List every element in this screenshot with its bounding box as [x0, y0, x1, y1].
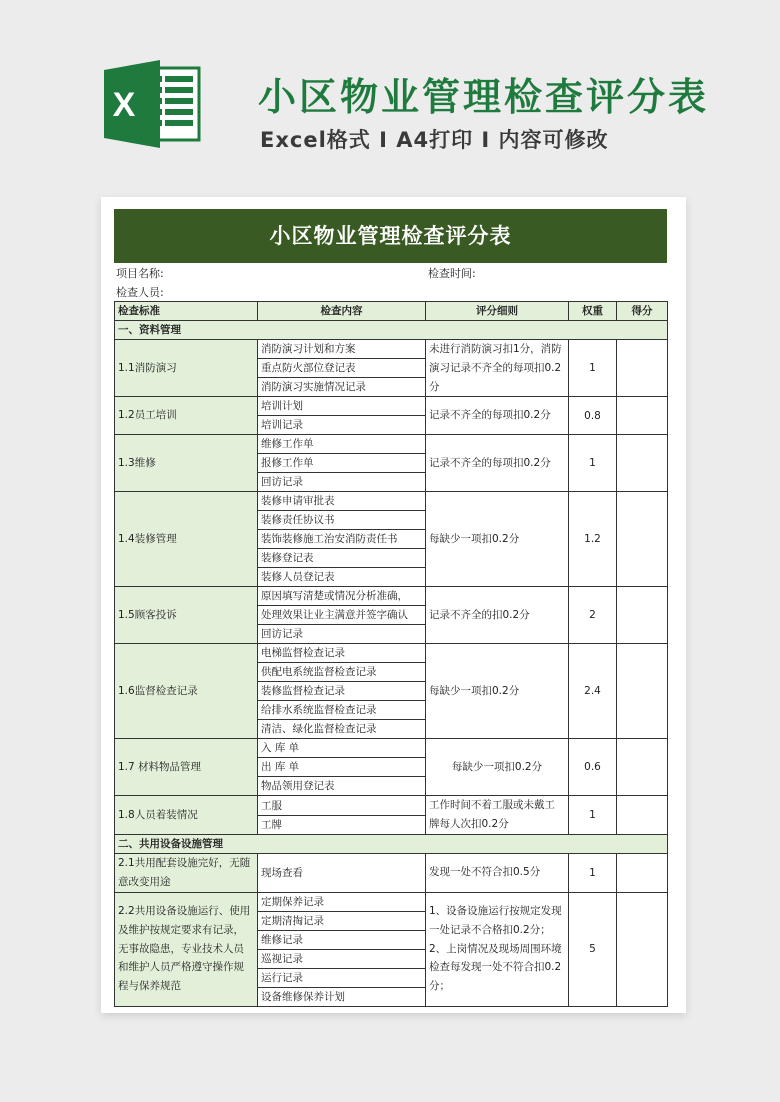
content-cell: 定期保养记录 — [258, 892, 426, 911]
table-row — [115, 340, 668, 359]
content-cell: 定期清掏记录 — [258, 911, 426, 930]
inspection-time-label: 检查时间: — [428, 267, 476, 280]
score-input-cell[interactable] — [617, 587, 668, 644]
sheet-paper — [101, 197, 686, 1013]
score-input-cell[interactable] — [617, 397, 668, 435]
table-row — [115, 397, 668, 416]
content-cell: 出 库 单 — [258, 758, 426, 777]
content-cell: 装修责任协议书 — [258, 511, 426, 530]
svg-text:X: X — [112, 86, 136, 124]
content-cell: 处理效果让业主满意并签字确认 — [258, 606, 426, 625]
weight-cell: 2 — [569, 587, 617, 644]
content-cell: 回访记录 — [258, 473, 426, 492]
standard-cell: 1.7 材料物品管理 — [115, 739, 258, 796]
table-row — [115, 492, 668, 511]
content-cell: 供配电系统监督检查记录 — [258, 663, 426, 682]
section-row — [115, 321, 668, 340]
section-row — [115, 834, 668, 853]
standard-cell: 1.2员工培训 — [115, 397, 258, 435]
content-cell: 装修申请审批表 — [258, 492, 426, 511]
rule-cell: 记录不齐全的每项扣0.2分 — [426, 435, 569, 492]
content-cell: 物品领用登记表 — [258, 777, 426, 796]
table-row — [115, 644, 668, 663]
rule-cell: 未进行消防演习扣1分，消防演习记录不齐全的每项扣0.2分 — [426, 340, 569, 397]
content-cell: 巡视记录 — [258, 949, 426, 968]
content-cell: 清洁、绿化监督检查记录 — [258, 720, 426, 739]
page-subtitle: Excel格式 I A4打印 I 内容可修改 — [260, 128, 609, 152]
content-cell: 现场查看 — [258, 853, 426, 892]
content-cell: 运行记录 — [258, 968, 426, 987]
content-cell: 原因填写清楚或情况分析准确， — [258, 587, 426, 606]
content-cell: 重点防火部位登记表 — [258, 359, 426, 378]
weight-cell: 1 — [569, 340, 617, 397]
score-input-cell[interactable] — [617, 644, 668, 739]
rule-cell: 记录不齐全的每项扣0.2分 — [426, 397, 569, 435]
weight-cell: 1 — [569, 435, 617, 492]
score-input-cell[interactable] — [617, 340, 668, 397]
content-cell: 装饰装修施工治安消防责任书 — [258, 530, 426, 549]
page-title: 小区物业管理检查评分表 — [258, 75, 710, 119]
content-cell: 维修记录 — [258, 930, 426, 949]
score-input-cell[interactable] — [617, 853, 668, 892]
table-row — [115, 587, 668, 606]
content-cell: 培训计划 — [258, 397, 426, 416]
table-row — [115, 892, 668, 911]
table-row — [115, 739, 668, 758]
standard-cell: 1.3维修 — [115, 435, 258, 492]
score-input-cell[interactable] — [617, 492, 668, 587]
content-cell: 设备维修保养计划 — [258, 987, 426, 1006]
table-row — [115, 435, 668, 454]
column-header-content: 检查内容 — [258, 302, 426, 321]
score-input-cell[interactable] — [617, 796, 668, 835]
column-header-standard: 检查标准 — [115, 302, 258, 321]
sheet-title: 小区物业管理检查评分表 — [114, 209, 667, 263]
rule-cell: 每缺少一项扣0.2分 — [426, 492, 569, 587]
content-cell: 维修工作单 — [258, 435, 426, 454]
weight-cell: 2.4 — [569, 644, 617, 739]
content-cell: 回访记录 — [258, 625, 426, 644]
rule-cell: 发现一处不符合扣0.5分 — [426, 853, 569, 892]
column-header-rule: 评分细则 — [426, 302, 569, 321]
section-title: 二、共用设备设施管理 — [115, 834, 668, 853]
standard-cell: 2.1共用配套设施完好，无随意改变用途 — [115, 853, 258, 892]
rule-cell: 每缺少一项扣0.2分 — [426, 644, 569, 739]
standard-cell: 1.6监督检查记录 — [115, 644, 258, 739]
score-input-cell[interactable] — [617, 739, 668, 796]
column-header-weight: 权重 — [569, 302, 617, 321]
weight-cell: 0.6 — [569, 739, 617, 796]
table-row — [115, 853, 668, 892]
project-name-label: 项目名称: — [116, 267, 164, 280]
content-cell: 入 库 单 — [258, 739, 426, 758]
standard-cell: 1.4装修管理 — [115, 492, 258, 587]
content-cell: 报修工作单 — [258, 454, 426, 473]
content-cell: 装修监督检查记录 — [258, 682, 426, 701]
content-cell: 培训记录 — [258, 416, 426, 435]
content-cell: 消防演习实施情况记录 — [258, 378, 426, 397]
content-cell: 消防演习计划和方案 — [258, 340, 426, 359]
content-cell: 装修人员登记表 — [258, 568, 426, 587]
standard-cell: 2.2共用设备设施运行、使用及维护按规定要求有记录，无事故隐患，专业技术人员和维护人员严格遵守操作规程与保养规范 — [115, 892, 258, 1006]
score-input-cell[interactable] — [617, 892, 668, 1006]
content-cell: 装修登记表 — [258, 549, 426, 568]
weight-cell: 5 — [569, 892, 617, 1006]
table-header-row — [115, 302, 668, 321]
content-cell: 工服 — [258, 796, 426, 815]
standard-cell: 1.1消防演习 — [115, 340, 258, 397]
weight-cell: 1 — [569, 796, 617, 835]
rule-cell: 工作时间不着工服或未戴工牌每人次扣0.2分 — [426, 796, 569, 835]
score-input-cell[interactable] — [617, 435, 668, 492]
standard-cell: 1.8人员着装情况 — [115, 796, 258, 835]
section-title: 一、资料管理 — [115, 321, 668, 340]
weight-cell: 0.8 — [569, 397, 617, 435]
rule-cell: 1、设备设施运行按规定发现一处记录不合格扣0.2分；2、上岗情况及现场周围环境检查每发现一处不符合扣0.2分； — [426, 892, 569, 1006]
content-cell: 工牌 — [258, 815, 426, 834]
weight-cell: 1.2 — [569, 492, 617, 587]
score-table — [114, 301, 668, 1007]
standard-cell: 1.5顾客投诉 — [115, 587, 258, 644]
weight-cell: 1 — [569, 853, 617, 892]
content-cell: 电梯监督检查记录 — [258, 644, 426, 663]
rule-cell: 每缺少一项扣0.2分 — [426, 739, 569, 796]
inspector-label: 检查人员: — [116, 286, 164, 299]
content-cell: 给排水系统监督检查记录 — [258, 701, 426, 720]
column-header-score: 得分 — [617, 302, 668, 321]
excel-logo-icon — [102, 58, 202, 150]
rule-cell: 记录不齐全的扣0.2分 — [426, 587, 569, 644]
table-row — [115, 796, 668, 815]
